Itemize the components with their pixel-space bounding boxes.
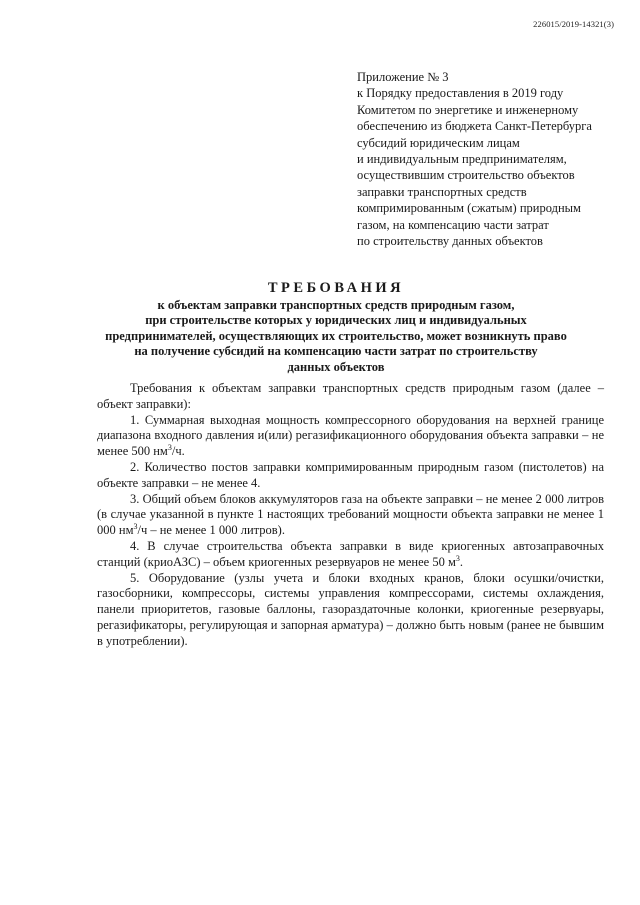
document-subtitle-line: предпринимателей, осуществляющих их строительство, может возникнуть право: [105, 328, 567, 343]
requirement-text: 4. В случае строительства объекта заправки в виде криогенных автозаправочных станций (криоАЗС) – объем криогенных резервуаров не менее 50 м: [97, 538, 604, 569]
appendix-line: субсидий юридическим лицам: [357, 135, 520, 150]
document-title: ТРЕБОВАНИЯ: [267, 280, 405, 296]
superscript: 3: [133, 522, 138, 532]
requirement-text: 3. Общий объем блоков аккумуляторов газа на объекте заправки – не менее 2 000 литров (в случае указанной в пункте 1 настоящих требований мощности объекта заправки не менее 1 000 нм: [97, 491, 604, 538]
body-intro-paragraph: Требования к объектам заправки транспортных средств природным газом (далее – объект заправки):: [97, 381, 604, 411]
document-subtitle-line: на получение субсидий на компенсацию части затрат по строительству: [134, 344, 538, 359]
appendix-line: Комитетом по энергетике и инженерному: [357, 102, 579, 117]
appendix-header: [357, 69, 617, 249]
document-subtitle-line: данных объектов: [287, 359, 385, 374]
requirement-text-tail: /ч.: [171, 444, 185, 459]
appendix-line: заправки транспортных средств: [357, 184, 527, 199]
requirement-item-5: 5. Оборудование (узлы учета и блоки входных кранов, блоки осушки/очистки, газосборники, компрессоры, системы управления компрессорами, системы охлаждения, панели приоритетов, газовые баллоны, газораздаточные колонки, криогенные резервуары, регазификаторы, регулирующая и запорная арматура) – должно быть новым (ранее не бывшим в употреблении).: [97, 570, 604, 648]
appendix-line: к Порядку предоставления в 2019 году: [357, 86, 564, 101]
requirement-item-3: [97, 492, 604, 539]
requirement-item-2: 2. Количество постов заправки компримированным природным газом (пистолетов) на объекте заправки – не менее 4.: [97, 459, 604, 490]
requirement-text-tail: .: [459, 554, 463, 569]
appendix-line: осуществившим строительство объектов: [357, 168, 575, 183]
appendix-line: обеспечению из бюджета Санкт-Петербурга: [357, 119, 592, 134]
document-subtitle-line: при строительстве которых у юридических лиц и индивидуальных: [145, 313, 527, 328]
appendix-line: и индивидуальным предпринимателям,: [357, 152, 567, 167]
requirement-text: 1. Суммарная выходная мощность компрессорного оборудования на верхней границе диапазона входного давления и(или) регазификационного оборудования объекта заправки – не менее 500 нм: [97, 412, 604, 459]
document-body: [97, 381, 604, 650]
document-subtitle-line: к объектам заправки транспортных средств природным газом,: [157, 297, 515, 312]
superscript: 3: [167, 443, 172, 453]
document-number: 226015/2019-14321(3): [533, 19, 614, 29]
requirement-text-tail: /ч – не менее 1 000 литров).: [137, 523, 285, 538]
requirement-item-1: [97, 413, 604, 460]
appendix-line: Приложение № 3: [357, 70, 449, 84]
appendix-line: компримированным (сжатым) природным: [357, 201, 581, 216]
requirement-item-4: [97, 539, 604, 571]
superscript: 3: [455, 553, 460, 563]
appendix-line: по строительству данных объектов: [357, 234, 543, 249]
document-title-block: [96, 281, 576, 376]
appendix-line: газом, на компенсацию части затрат: [357, 217, 549, 232]
